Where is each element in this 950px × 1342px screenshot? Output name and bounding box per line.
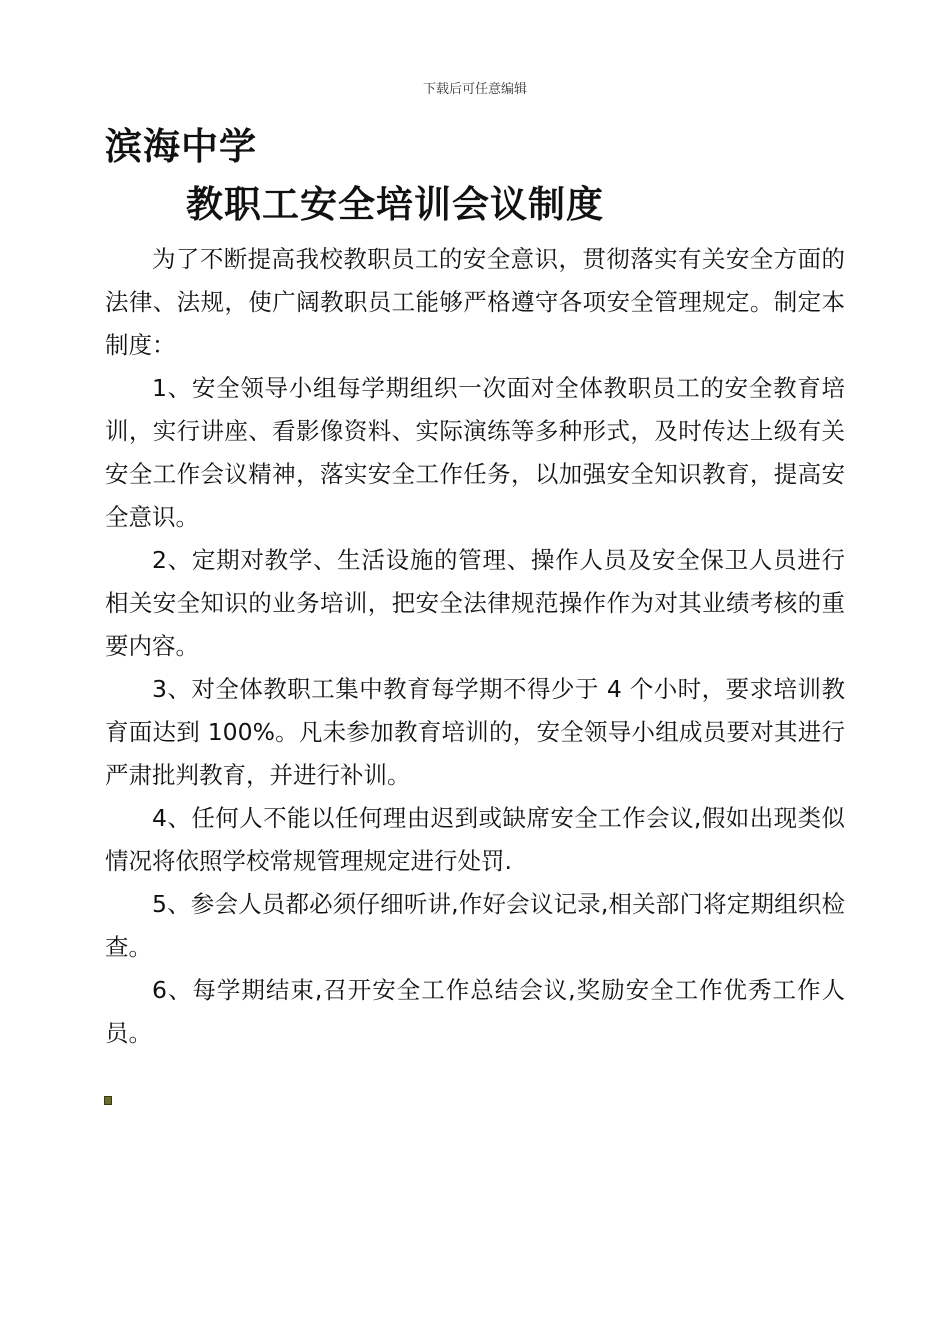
document-body — [105, 238, 845, 1055]
page-header-note: 下载后可任意编辑 — [422, 82, 527, 97]
rule-paragraph-4: 4、任何人不能以任何理由迟到或缺席安全工作会议,假如出现类似情况将依照学校常规管理规定进行处罚. — [105, 804, 845, 875]
intro-paragraph: 为了不断提高我校教职员工的安全意识，贯彻落实有关安全方面的法律、法规，使广阔教职员工能够严格遵守各项安全管理规定。制定本制度： — [105, 245, 845, 359]
rule-paragraph-3: 3、对全体教职工集中教育每学期不得少于 4 个小时，要求培训教育面达到 100%。凡未参加教育培训的，安全领导小组成员要对其进行严肃批判教育，并进行补训。 — [105, 675, 845, 789]
rule-paragraph-1: 1、安全领导小组每学期组织一次面对全体教职员工的安全教育培训，实行讲座、看影像资料、实际演练等多种形式，及时传达上级有关安全工作会议精神，落实安全工作任务，以加强安全知识教育，提高安全意识。 — [105, 374, 845, 531]
small-marker-icon — [104, 1096, 112, 1105]
rule-paragraph-6: 6、每学期结束,召开安全工作总结会议,奖励安全工作优秀工作人员。 — [105, 976, 845, 1047]
rule-paragraph-2: 2、定期对教学、生活设施的管理、操作人员及安全保卫人员进行相关安全知识的业务培训，把安全法律规范操作作为对其业绩考核的重要内容。 — [105, 546, 845, 660]
document-title: 教职工安全培训会议制度 — [186, 183, 604, 226]
school-name: 滨海中学 — [105, 125, 257, 168]
rule-paragraph-5: 5、参会人员都必须仔细听讲,作好会议记录,相关部门将定期组织检查。 — [105, 890, 845, 961]
